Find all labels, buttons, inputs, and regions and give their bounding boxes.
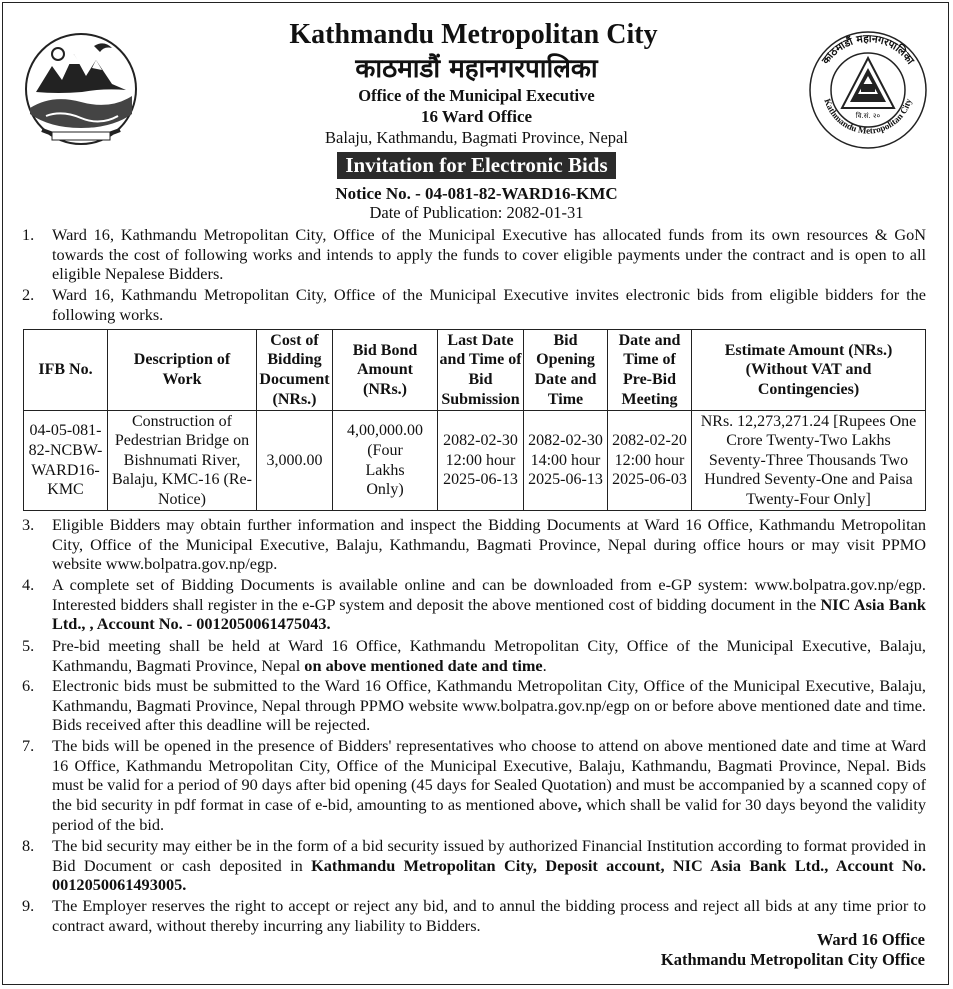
table-cell: 2082-02-30 12:00 hour 2025-06-13 (438, 411, 524, 511)
item-text-part: A complete set of Bidding Documents is available online and can be downloaded from e-GP system: www.bolpatra.gov.np/egp. Interested bidders shall register in the e-GP system and deposit the above mentioned cost of bidding document in the (52, 575, 926, 614)
list-item (22, 736, 926, 835)
seal-text-nepali: काठमाडौं महानगरपालिका (819, 32, 917, 67)
item-text-part: Pre-bid meeting shall be held at Ward 16 Office, Kathmandu Metropolitan City, Office of the Municipal Executive, Balaju, Kathmandu, Bagmati Province, Nepal (52, 636, 926, 675)
office-name: Office of the Municipal Executive (358, 86, 595, 105)
list-item (22, 285, 926, 324)
column-header: Bid Bond Amount (NRs.) (333, 330, 438, 411)
item-number: 5. (22, 636, 35, 655)
item-text (52, 575, 926, 634)
item-number: 8. (22, 836, 35, 855)
column-header: Description of Work (108, 330, 257, 411)
item-text (52, 636, 926, 675)
item-text-part: The bid security may either be in the form of a bid security issued by authorized Financial Institution according to format provided in Bid Document or cash deposited in (52, 836, 926, 875)
list-item (22, 896, 926, 935)
item-number: 1. (22, 225, 35, 244)
item-text (52, 736, 926, 835)
publication-date: Date of Publication: 2082-01-31 (369, 203, 584, 222)
item-text: Ward 16, Kathmandu Metropolitan City, Office of the Municipal Executive has allocated funds from its own resources & GoN towards the cost of following works and intends to apply the funds to cover eligible payments under the contract and is open to all eligible Nepalese Bidders. (52, 225, 926, 284)
table-cell: 3,000.00 (257, 411, 333, 511)
city-title-nepali: काठमाडौं महानगरपालिका (355, 54, 598, 84)
column-header: Estimate Amount (NRs.) (Without VAT and Contingencies) (692, 330, 926, 411)
notice-number: Notice No. - 04-081-82-WARD16-KMC (335, 184, 618, 203)
table-cell: NRs. 12,273,271.24 [Rupees One Crore Twenty-Two Lakhs Seventy-Three Thousands Two Hundred Seventy-One and Paisa Twenty-Four Only] (692, 411, 926, 511)
item-text (52, 836, 926, 895)
item-number: 6. (22, 676, 35, 695)
list-item (22, 515, 926, 574)
table-cell: 04-05-081-82-NCBW-WARD16-KMC (24, 411, 108, 511)
item-text: Electronic bids must be submitted to the Ward 16 Office, Kathmandu Metropolitan City, Office of the Municipal Executive, Balaju, Kathmandu, Bagmati Province, Nepal through PPMO website www.bolpatra.gov.np/egp on or before above mentioned date and time. Bids received after this deadline will be rejected. (52, 676, 926, 735)
bank-account-text: NIC Asia Bank Ltd., , Account No. - 0012050061475043. (52, 594, 926, 634)
column-header: Cost of Bidding Document (NRs.) (257, 330, 333, 411)
signature-ward-office: Ward 16 Office (816, 930, 925, 949)
city-title: Kathmandu Metropolitan City (289, 19, 658, 50)
column-header: Bid Opening Date and Time (524, 330, 608, 411)
bid-table (23, 329, 926, 511)
table-cell: 2082-02-20 12:00 hour 2025-06-03 (608, 411, 692, 511)
list-item (22, 575, 926, 634)
signature-city-office: Kathmandu Metropolitan City Office (660, 950, 925, 969)
notice-title: Invitation for Electronic Bids (337, 152, 615, 179)
emphasis-text: , (577, 795, 582, 815)
seal-year: वि.सं. २० (855, 112, 881, 120)
column-header: Date and Time of Pre-Bid Meeting (608, 330, 692, 411)
item-text: The Employer reserves the right to accept or reject any bid, and to annul the bidding process and reject all bids at any time prior to contract award, without thereby incurring any liability to Bidders. (52, 896, 926, 935)
table-cell: Construction of Pedestrian Bridge on Bishnumati River, Balaju, KMC-16 (Re-Notice) (108, 411, 257, 511)
title-banner (0, 152, 953, 179)
item-text-part: The bids will be opened in the presence of Bidders' representatives who choose to attend on above mentioned date and time at Ward 16 Office, Kathmandu Metropolitan City, Office of the Municipal Executive, Balaju, Kathmandu, Bagmati Province, Nepal. Bids must be valid for a period of 90 days after bid opening (45 days for Sealed Quotation) and must be accompanied by a scanned copy of the bid security in pdf format in case of e-bid, amounting to as mentioned above (52, 736, 926, 815)
item-text: Ward 16, Kathmandu Metropolitan City, Office of the Municipal Executive invites electronic bids from eligible bidders for the following works. (52, 285, 926, 324)
item-number: 9. (22, 896, 35, 915)
table-row (24, 411, 926, 511)
item-text: Eligible Bidders may obtain further information and inspect the Bidding Documents at Ward 16 Office, Kathmandu Metropolitan City, Office of the Municipal Executive, Balaju, Kathmandu, Bagmati Province, Nepal during office hours or may visit PPMO website www.bolpatra.gov.np/egp. (52, 515, 926, 574)
item-text-part: . (542, 655, 547, 675)
item-number: 7. (22, 736, 35, 755)
column-header: Last Date and Time of Bid Submission (438, 330, 524, 411)
column-header: IFB No. (24, 330, 108, 411)
table-header-row (24, 330, 926, 411)
seal-text-english: Kathmandu Metropolitan City (822, 97, 914, 136)
list-item (22, 676, 926, 735)
item-text-part: which shall be valid for 30 days beyond the validity period of the bid. (52, 795, 926, 834)
deposit-account-text: Kathmandu Metropolitan City, Deposit account, NIC Asia Bank Ltd., Account No. 0012050061493005. (52, 855, 926, 895)
list-item (22, 636, 926, 675)
item-number: 3. (22, 515, 35, 534)
address: Balaju, Kathmandu, Bagmati Province, Nepal (325, 128, 628, 147)
item-number: 4. (22, 575, 35, 594)
table-cell: 2082-02-30 14:00 hour 2025-06-13 (524, 411, 608, 511)
emphasis-text: on above mentioned date and time (304, 655, 543, 675)
table-cell: 4,00,000.00 (Four Lakhs Only) (333, 411, 438, 511)
list-item (22, 836, 926, 895)
item-number: 2. (22, 285, 35, 304)
list-item (22, 225, 926, 284)
ward-office: 16 Ward Office (420, 107, 533, 126)
